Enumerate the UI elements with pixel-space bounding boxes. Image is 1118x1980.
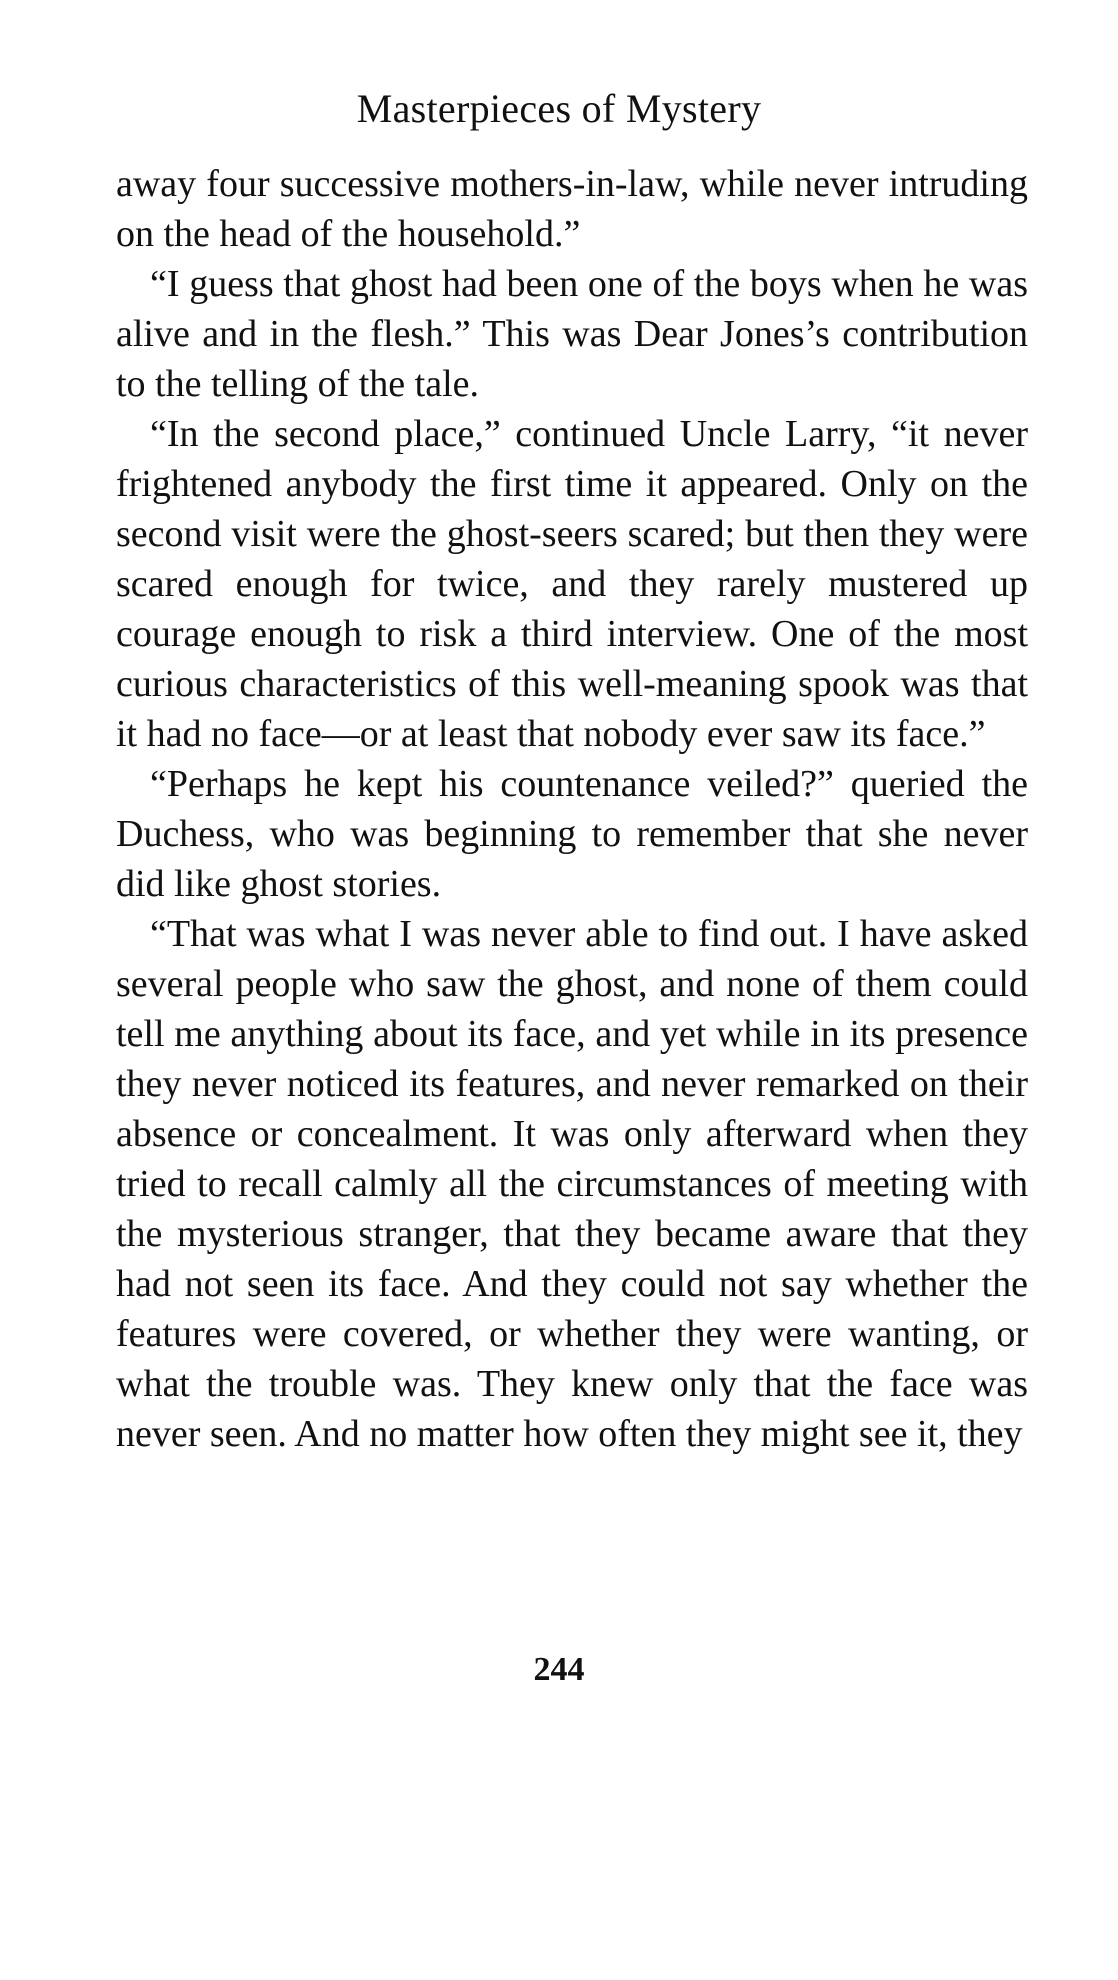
paragraph: away four successive mothers-in-law, while never intruding on the head of the household.” — [116, 163, 1028, 255]
page-number: 244 — [533, 1651, 585, 1688]
paragraph: “I guess that ghost had been one of the boys when he was alive and in the flesh.” This was Dear Jones’s contribution to the telling of the tale. — [116, 263, 1028, 405]
paragraph: “That was what I was never able to find out. I have asked several people who saw the ghost, and none of them could tell me anything about its face, and yet while in its presence they never noticed its features, and never remarked on their absence or concealment. It was only afterward when they tried to recall calmly all the circumstances of meeting with the mysterious stranger, that they became aware that they had not seen its face. And they could not say whether the features were covered, or whether they were wanting, or what the trouble was. They knew only that the face was never seen. And no matter how often they might see it, they — [116, 913, 1028, 1455]
paragraph: “In the second place,” continued Uncle Larry, “it never frightened anybody the first time it appeared. Only on the second visit were the ghost-seers scared; but then they were scared enough for twice, and they rarely mustered up courage enough to risk a third interview. One of the most curious characteristics of this well-meaning spook was that it had no face—or at least that nobody ever saw its face.” — [116, 413, 1028, 755]
running-title: Masterpieces of Mystery — [356, 86, 762, 131]
body-text — [116, 159, 1028, 1459]
paragraph: “Perhaps he kept his countenance veiled?” queried the Duchess, who was beginning to remember that she never did like ghost stories. — [116, 763, 1028, 905]
